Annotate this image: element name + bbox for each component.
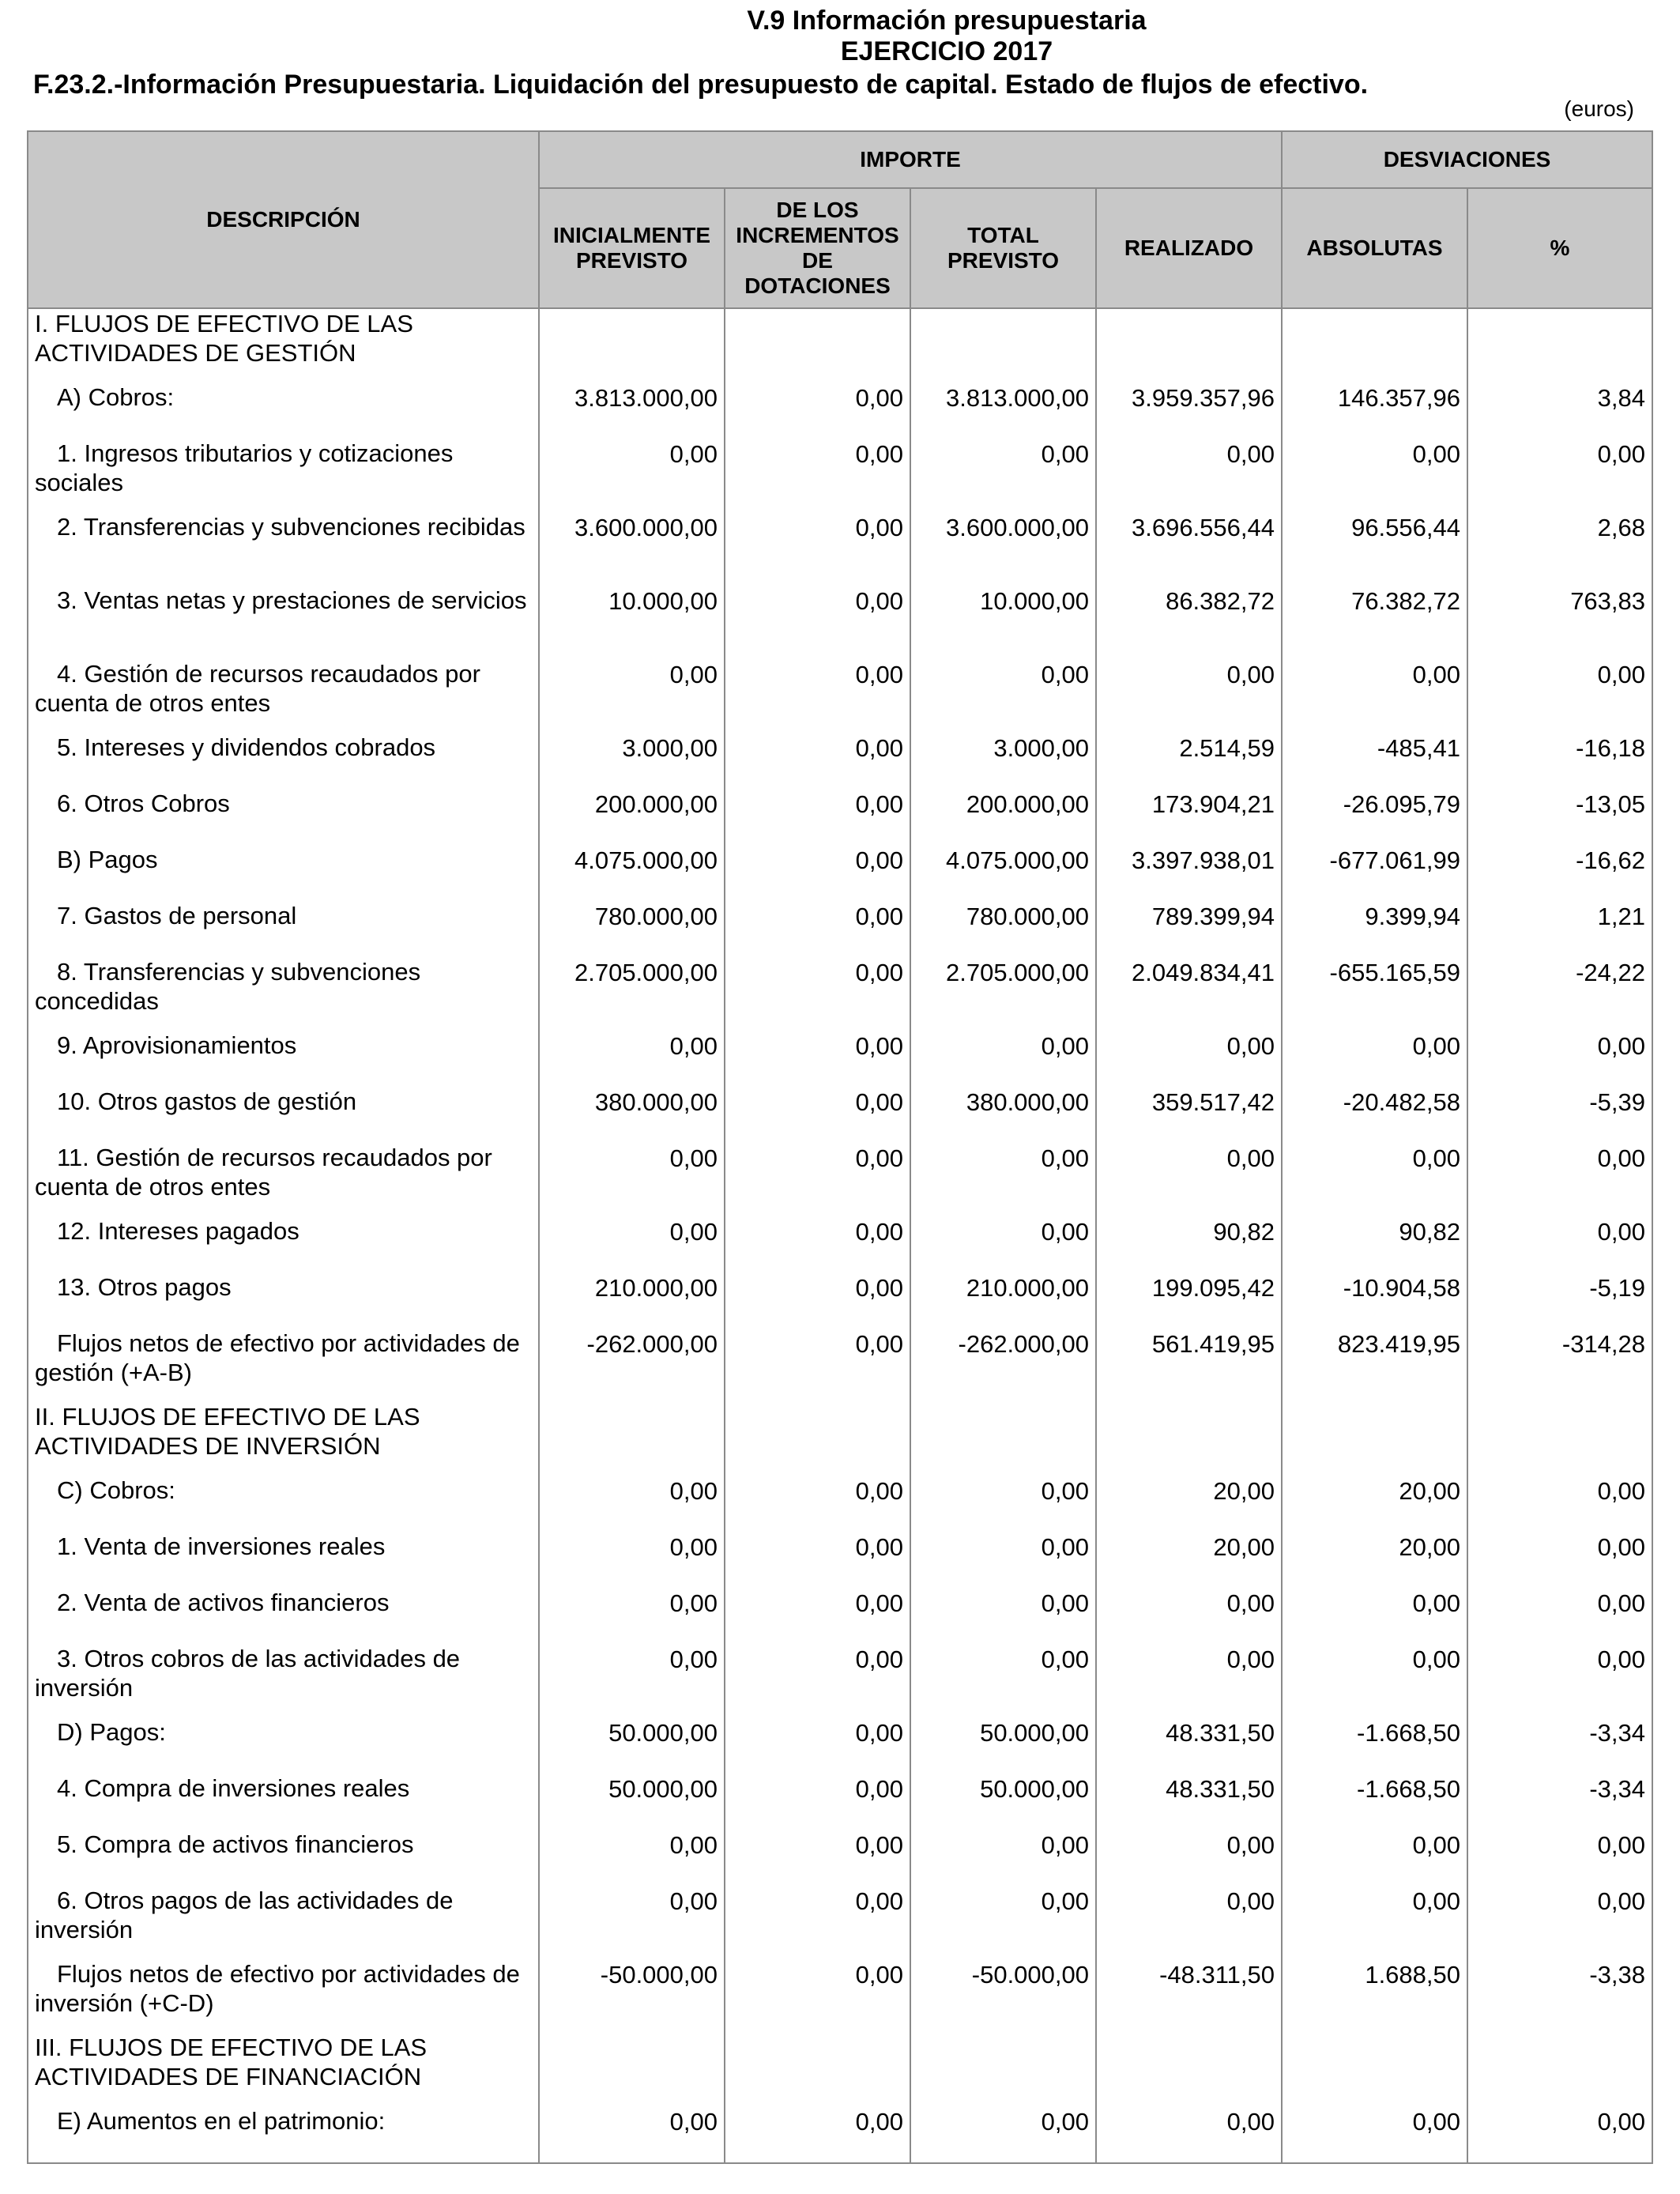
table-row <box>28 2033 1652 2106</box>
cell-incrementos <box>725 308 910 383</box>
cell-realizado: 0,00 <box>1096 1143 1282 1216</box>
table-row <box>28 845 1652 901</box>
cell-absolutas: 90,82 <box>1282 1216 1467 1272</box>
cell-realizado: 0,00 <box>1096 1644 1282 1717</box>
cell-absolutas: 96.556,44 <box>1282 512 1467 586</box>
cell-realizado: 20,00 <box>1096 1476 1282 1532</box>
cell-total: 780.000,00 <box>910 901 1096 957</box>
cell-incrementos: 0,00 <box>725 1476 910 1532</box>
cell-inicial: 0,00 <box>539 1830 725 1886</box>
cell-total: 2.705.000,00 <box>910 957 1096 1031</box>
cell-total: 3.813.000,00 <box>910 383 1096 439</box>
cell-absolutas: -20.482,58 <box>1282 1087 1467 1143</box>
cell-inicial: 3.600.000,00 <box>539 512 725 586</box>
cell-total: 0,00 <box>910 1216 1096 1272</box>
cell-absolutas: 0,00 <box>1282 439 1467 512</box>
group-header-importe: IMPORTE <box>539 131 1282 188</box>
col-header-absolutas: ABSOLUTAS <box>1282 188 1467 308</box>
table-row <box>28 1774 1652 1830</box>
row-description: 5. Intereses y dividendos cobrados <box>28 733 539 789</box>
cell-realizado: 48.331,50 <box>1096 1774 1282 1830</box>
cell-pct: 0,00 <box>1467 1588 1652 1644</box>
cell-pct: 1,21 <box>1467 901 1652 957</box>
row-description: E) Aumentos en el patrimonio: <box>28 2106 539 2163</box>
cell-absolutas <box>1282 308 1467 383</box>
table-row <box>28 1644 1652 1717</box>
cell-pct: 0,00 <box>1467 1532 1652 1588</box>
table-row <box>28 659 1652 733</box>
cell-realizado: 3.959.357,96 <box>1096 383 1282 439</box>
cell-total <box>910 308 1096 383</box>
table-row <box>28 1830 1652 1886</box>
cell-realizado: 20,00 <box>1096 1532 1282 1588</box>
table-row <box>28 512 1652 586</box>
cell-absolutas: 0,00 <box>1282 1830 1467 1886</box>
cell-realizado: 199.095,42 <box>1096 1272 1282 1329</box>
cell-inicial: 380.000,00 <box>539 1087 725 1143</box>
cell-realizado: 561.419,95 <box>1096 1329 1282 1402</box>
year-heading: EJERCICIO 2017 <box>840 36 1053 66</box>
cell-incrementos: 0,00 <box>725 2106 910 2163</box>
cell-total: 0,00 <box>910 1532 1096 1588</box>
cell-realizado: 86.382,72 <box>1096 586 1282 659</box>
cell-realizado: -48.311,50 <box>1096 1959 1282 2033</box>
table-row <box>28 1717 1652 1774</box>
cell-incrementos: 0,00 <box>725 1031 910 1087</box>
cell-total <box>910 1402 1096 1476</box>
cell-incrementos: 0,00 <box>725 586 910 659</box>
cell-total: 0,00 <box>910 439 1096 512</box>
cell-pct: -13,05 <box>1467 789 1652 845</box>
row-description: 2. Transferencias y subvenciones recibidas <box>28 512 539 586</box>
cell-realizado: 0,00 <box>1096 1031 1282 1087</box>
cell-absolutas: -1.668,50 <box>1282 1717 1467 1774</box>
cell-inicial: 200.000,00 <box>539 789 725 845</box>
cell-pct: -3,34 <box>1467 1717 1652 1774</box>
cell-incrementos: 0,00 <box>725 439 910 512</box>
cell-incrementos: 0,00 <box>725 512 910 586</box>
cell-total: 0,00 <box>910 1588 1096 1644</box>
cell-pct: -3,38 <box>1467 1959 1652 2033</box>
cell-pct: 0,00 <box>1467 1031 1652 1087</box>
cell-absolutas: 20,00 <box>1282 1476 1467 1532</box>
cell-incrementos: 0,00 <box>725 659 910 733</box>
cell-absolutas: 0,00 <box>1282 1644 1467 1717</box>
cell-total: 0,00 <box>910 1644 1096 1717</box>
cell-incrementos: 0,00 <box>725 1717 910 1774</box>
cell-absolutas: -677.061,99 <box>1282 845 1467 901</box>
cell-realizado: 359.517,42 <box>1096 1087 1282 1143</box>
cell-realizado: 2.049.834,41 <box>1096 957 1282 1031</box>
section-heading: V.9 Información presupuestaria <box>747 6 1147 36</box>
cell-total: 50.000,00 <box>910 1717 1096 1774</box>
group-header-desviaciones: DESVIACIONES <box>1282 131 1652 188</box>
table-row <box>28 1402 1652 1476</box>
cell-incrementos <box>725 1402 910 1476</box>
cell-incrementos: 0,00 <box>725 957 910 1031</box>
cell-absolutas: -10.904,58 <box>1282 1272 1467 1329</box>
cell-pct: -16,18 <box>1467 733 1652 789</box>
col-header-realizado: REALIZADO <box>1096 188 1282 308</box>
cell-realizado: 90,82 <box>1096 1216 1282 1272</box>
row-description: A) Cobros: <box>28 383 539 439</box>
row-description: III. FLUJOS DE EFECTIVO DE LAS ACTIVIDADES DE FINANCIACIÓN <box>28 2033 539 2106</box>
cell-incrementos: 0,00 <box>725 789 910 845</box>
cell-realizado <box>1096 2033 1282 2106</box>
cell-realizado: 3.696.556,44 <box>1096 512 1282 586</box>
cell-total: 200.000,00 <box>910 789 1096 845</box>
cell-inicial: 0,00 <box>539 2106 725 2163</box>
row-description: D) Pagos: <box>28 1717 539 1774</box>
cell-absolutas: 0,00 <box>1282 1031 1467 1087</box>
cell-absolutas: 0,00 <box>1282 1588 1467 1644</box>
table-row <box>28 1329 1652 1402</box>
cell-incrementos: 0,00 <box>725 1830 910 1886</box>
cell-absolutas: 146.357,96 <box>1282 383 1467 439</box>
cell-inicial: 50.000,00 <box>539 1774 725 1830</box>
row-description: 4. Gestión de recursos recaudados por cuenta de otros entes <box>28 659 539 733</box>
row-description: 6. Otros pagos de las actividades de inversión <box>28 1886 539 1959</box>
cell-inicial: 4.075.000,00 <box>539 845 725 901</box>
table-row <box>28 1476 1652 1532</box>
cell-incrementos: 0,00 <box>725 1087 910 1143</box>
cell-incrementos: 0,00 <box>725 1588 910 1644</box>
cell-inicial: 10.000,00 <box>539 586 725 659</box>
col-header-pct: % <box>1467 188 1652 308</box>
row-description: 9. Aprovisionamientos <box>28 1031 539 1087</box>
table-row <box>28 1087 1652 1143</box>
row-description: 13. Otros pagos <box>28 1272 539 1329</box>
row-description: Flujos netos de efectivo por actividades de gestión (+A-B) <box>28 1329 539 1402</box>
cell-pct <box>1467 2033 1652 2106</box>
table-row <box>28 1272 1652 1329</box>
cell-total: 210.000,00 <box>910 1272 1096 1329</box>
table-row <box>28 733 1652 789</box>
cell-incrementos: 0,00 <box>725 1272 910 1329</box>
table-row <box>28 383 1652 439</box>
cell-realizado: 0,00 <box>1096 439 1282 512</box>
cell-total <box>910 2033 1096 2106</box>
cell-inicial: 3.813.000,00 <box>539 383 725 439</box>
cell-pct: 0,00 <box>1467 1216 1652 1272</box>
table-row <box>28 1959 1652 2033</box>
row-description: 1. Ingresos tributarios y cotizaciones sociales <box>28 439 539 512</box>
table-row <box>28 1588 1652 1644</box>
table-row <box>28 901 1652 957</box>
cell-total: 0,00 <box>910 1886 1096 1959</box>
row-description: Flujos netos de efectivo por actividades de inversión (+C-D) <box>28 1959 539 2033</box>
cell-total: 0,00 <box>910 1830 1096 1886</box>
cell-incrementos: 0,00 <box>725 1644 910 1717</box>
row-description: 7. Gastos de personal <box>28 901 539 957</box>
cell-pct: 3,84 <box>1467 383 1652 439</box>
cell-total: 380.000,00 <box>910 1087 1096 1143</box>
row-description: B) Pagos <box>28 845 539 901</box>
col-header-total: TOTAL PREVISTO <box>910 188 1096 308</box>
cell-incrementos: 0,00 <box>725 845 910 901</box>
row-description: 3. Otros cobros de las actividades de inversión <box>28 1644 539 1717</box>
cell-pct: 0,00 <box>1467 1886 1652 1959</box>
cell-inicial <box>539 1402 725 1476</box>
cell-incrementos: 0,00 <box>725 383 910 439</box>
table-row <box>28 586 1652 659</box>
cell-absolutas: 823.419,95 <box>1282 1329 1467 1402</box>
cell-pct <box>1467 1402 1652 1476</box>
table-row <box>28 1532 1652 1588</box>
table-row <box>28 308 1652 383</box>
cell-total: -50.000,00 <box>910 1959 1096 2033</box>
cell-pct: -3,34 <box>1467 1774 1652 1830</box>
cell-incrementos: 0,00 <box>725 1886 910 1959</box>
cell-pct: -16,62 <box>1467 845 1652 901</box>
cell-realizado: 48.331,50 <box>1096 1717 1282 1774</box>
cell-incrementos: 0,00 <box>725 1959 910 2033</box>
cell-absolutas: 76.382,72 <box>1282 586 1467 659</box>
cell-absolutas: -485,41 <box>1282 733 1467 789</box>
cell-total: 0,00 <box>910 1031 1096 1087</box>
table-body <box>28 308 1652 2163</box>
cell-pct: -314,28 <box>1467 1329 1652 1402</box>
table-row <box>28 1031 1652 1087</box>
cell-incrementos: 0,00 <box>725 901 910 957</box>
cell-inicial: -262.000,00 <box>539 1329 725 1402</box>
cell-inicial: -50.000,00 <box>539 1959 725 2033</box>
cell-realizado: 2.514,59 <box>1096 733 1282 789</box>
cell-pct: -5,19 <box>1467 1272 1652 1329</box>
row-description: 12. Intereses pagados <box>28 1216 539 1272</box>
cell-absolutas: 0,00 <box>1282 1886 1467 1959</box>
row-description: 1. Venta de inversiones reales <box>28 1532 539 1588</box>
cell-inicial: 3.000,00 <box>539 733 725 789</box>
row-description: 11. Gestión de recursos recaudados por cuenta de otros entes <box>28 1143 539 1216</box>
cell-total: 3.600.000,00 <box>910 512 1096 586</box>
row-description: 4. Compra de inversiones reales <box>28 1774 539 1830</box>
row-description: 5. Compra de activos financieros <box>28 1830 539 1886</box>
cell-incrementos: 0,00 <box>725 1216 910 1272</box>
cell-realizado: 0,00 <box>1096 1886 1282 1959</box>
cell-pct: 763,83 <box>1467 586 1652 659</box>
col-header-inicial: INICIALMENTE PREVISTO <box>539 188 725 308</box>
cell-realizado: 0,00 <box>1096 1830 1282 1886</box>
units-label: (euros) <box>1564 96 1634 121</box>
cell-pct: 0,00 <box>1467 1830 1652 1886</box>
col-header-incrementos: DE LOS INCREMENTOS DE DOTACIONES <box>725 188 910 308</box>
cell-inicial: 0,00 <box>539 439 725 512</box>
cell-absolutas: 1.688,50 <box>1282 1959 1467 2033</box>
cell-inicial: 0,00 <box>539 1644 725 1717</box>
cell-absolutas: -26.095,79 <box>1282 789 1467 845</box>
cell-total: 3.000,00 <box>910 733 1096 789</box>
cell-pct: 0,00 <box>1467 1143 1652 1216</box>
cell-total: 0,00 <box>910 1476 1096 1532</box>
cell-pct: -5,39 <box>1467 1087 1652 1143</box>
cell-total: 0,00 <box>910 1143 1096 1216</box>
cell-inicial: 0,00 <box>539 1588 725 1644</box>
cash-flow-table <box>27 130 1653 2164</box>
cell-inicial: 0,00 <box>539 1532 725 1588</box>
cell-incrementos <box>725 2033 910 2106</box>
document-title: F.23.2.-Información Presupuestaria. Liquidación del presupuesto de capital. Estado de flujos de efectivo. <box>33 70 1369 100</box>
cell-pct: 0,00 <box>1467 439 1652 512</box>
cell-incrementos: 0,00 <box>725 733 910 789</box>
table-row <box>28 957 1652 1031</box>
row-description: I. FLUJOS DE EFECTIVO DE LAS ACTIVIDADES DE GESTIÓN <box>28 308 539 383</box>
cell-pct: 2,68 <box>1467 512 1652 586</box>
cell-inicial <box>539 2033 725 2106</box>
row-description: 3. Ventas netas y prestaciones de servicios <box>28 586 539 659</box>
cell-inicial: 50.000,00 <box>539 1717 725 1774</box>
cell-realizado: 789.399,94 <box>1096 901 1282 957</box>
cell-inicial: 2.705.000,00 <box>539 957 725 1031</box>
cell-total: 10.000,00 <box>910 586 1096 659</box>
cell-incrementos: 0,00 <box>725 1774 910 1830</box>
cell-total: 4.075.000,00 <box>910 845 1096 901</box>
cell-absolutas: -1.668,50 <box>1282 1774 1467 1830</box>
cell-pct: 0,00 <box>1467 2106 1652 2163</box>
table-row <box>28 1143 1652 1216</box>
cell-inicial: 0,00 <box>539 1143 725 1216</box>
cell-realizado: 173.904,21 <box>1096 789 1282 845</box>
cell-inicial: 780.000,00 <box>539 901 725 957</box>
table-row <box>28 789 1652 845</box>
cell-incrementos: 0,00 <box>725 1143 910 1216</box>
cell-pct: 0,00 <box>1467 659 1652 733</box>
table-row <box>28 2106 1652 2163</box>
cell-pct: 0,00 <box>1467 1476 1652 1532</box>
row-description: 2. Venta de activos financieros <box>28 1588 539 1644</box>
cell-absolutas <box>1282 1402 1467 1476</box>
cell-inicial: 0,00 <box>539 1216 725 1272</box>
table-row <box>28 439 1652 512</box>
cell-total: 0,00 <box>910 2106 1096 2163</box>
cell-total: 0,00 <box>910 659 1096 733</box>
cell-inicial: 210.000,00 <box>539 1272 725 1329</box>
row-description: 8. Transferencias y subvenciones concedidas <box>28 957 539 1031</box>
cell-absolutas: 0,00 <box>1282 2106 1467 2163</box>
cell-absolutas: 9.399,94 <box>1282 901 1467 957</box>
cell-total: -262.000,00 <box>910 1329 1096 1402</box>
cell-inicial: 0,00 <box>539 659 725 733</box>
row-description: 10. Otros gastos de gestión <box>28 1087 539 1143</box>
cell-inicial: 0,00 <box>539 1886 725 1959</box>
row-description: 6. Otros Cobros <box>28 789 539 845</box>
cell-realizado <box>1096 1402 1282 1476</box>
cell-pct: -24,22 <box>1467 957 1652 1031</box>
cell-inicial <box>539 308 725 383</box>
cell-incrementos: 0,00 <box>725 1532 910 1588</box>
cell-absolutas: 0,00 <box>1282 659 1467 733</box>
cell-realizado: 3.397.938,01 <box>1096 845 1282 901</box>
cell-absolutas: 0,00 <box>1282 1143 1467 1216</box>
cell-realizado <box>1096 308 1282 383</box>
col-header-descripcion: DESCRIPCIÓN <box>28 131 539 308</box>
cell-inicial: 0,00 <box>539 1476 725 1532</box>
cell-absolutas <box>1282 2033 1467 2106</box>
cell-absolutas: 20,00 <box>1282 1532 1467 1588</box>
cell-total: 50.000,00 <box>910 1774 1096 1830</box>
cell-pct: 0,00 <box>1467 1644 1652 1717</box>
cell-incrementos: 0,00 <box>725 1329 910 1402</box>
table-row <box>28 1216 1652 1272</box>
row-description: C) Cobros: <box>28 1476 539 1532</box>
table-row <box>28 1886 1652 1959</box>
cell-inicial: 0,00 <box>539 1031 725 1087</box>
cell-absolutas: -655.165,59 <box>1282 957 1467 1031</box>
cell-realizado: 0,00 <box>1096 1588 1282 1644</box>
row-description: II. FLUJOS DE EFECTIVO DE LAS ACTIVIDADES DE INVERSIÓN <box>28 1402 539 1476</box>
cell-realizado: 0,00 <box>1096 2106 1282 2163</box>
cell-pct <box>1467 308 1652 383</box>
cell-realizado: 0,00 <box>1096 659 1282 733</box>
